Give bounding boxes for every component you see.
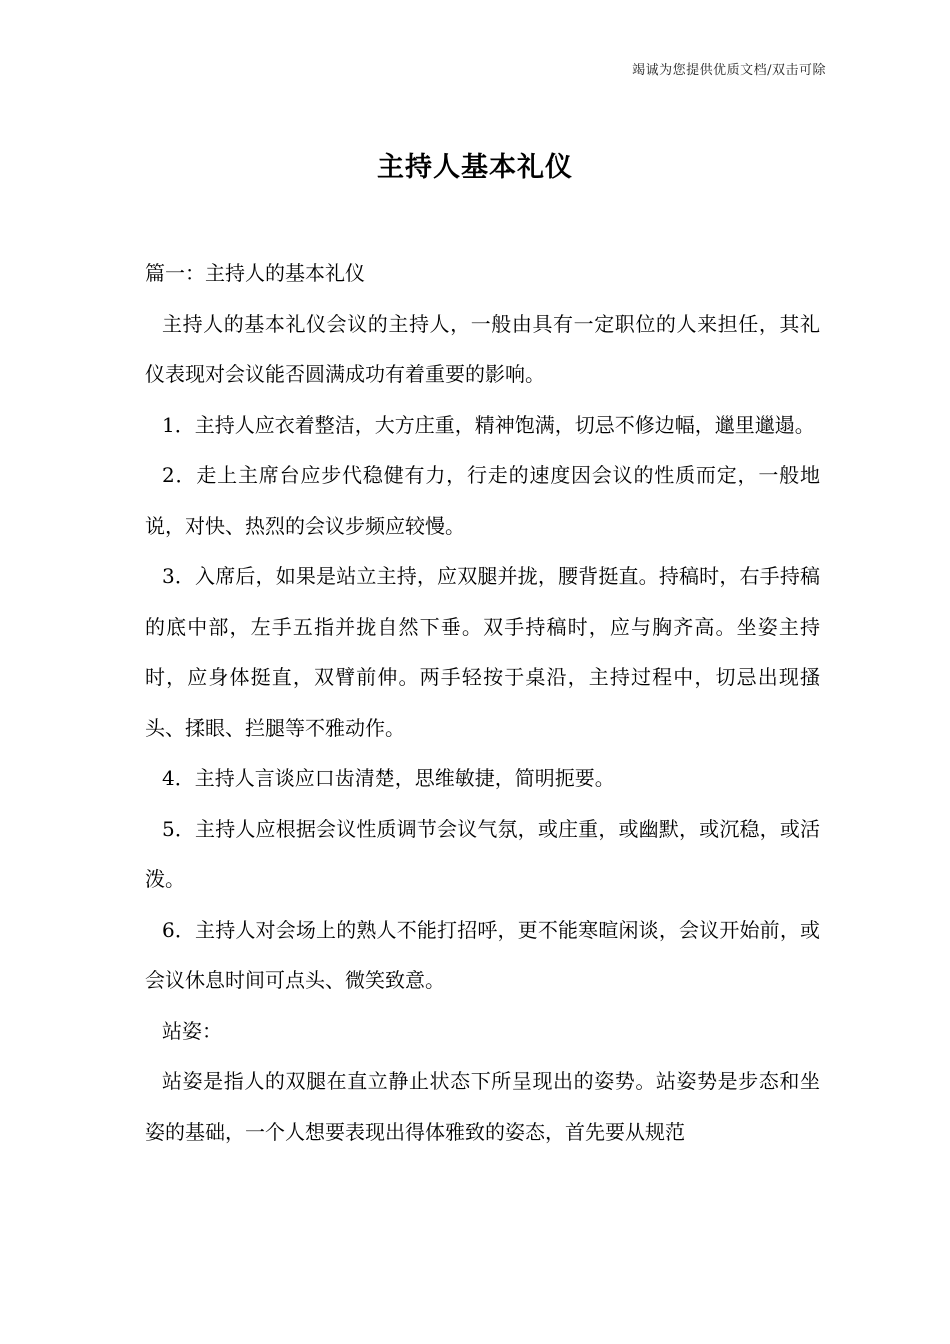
document-title: 主持人基本礼仪 (377, 152, 573, 183)
document-body (145, 248, 820, 1157)
header-note: 竭诚为您提供优质文档/双击可除 (632, 63, 826, 78)
paragraph-item-3: 3．入席后，如果是站立主持，应双腿并拢，腰背挺直。持稿时，右手持稿的底中部，左手五指并拢自然下垂。双手持稿时，应与胸齐高。坐姿主持时，应身体挺直，双臂前伸。两手轻按于桌沿，主持过程中，切忌出现搔头、揉眼、拦腿等不雅动作。 (145, 564, 820, 740)
paragraph-subheading-standing: 站姿： (162, 1018, 222, 1043)
paragraph-item-5: 5．主持人应根据会议性质调节会议气氛，或庄重，或幽默，或沉稳，或活泼。 (145, 816, 820, 891)
paragraph-intro: 主持人的基本礼仪会议的主持人，一般由具有一定职位的人来担任，其礼仪表现对会议能否圆满成功有着重要的影响。 (145, 311, 820, 386)
paragraph-item-1: 1．主持人应衣着整洁，大方庄重，精神饱满，切忌不修边幅，邋里邋遢。 (162, 412, 815, 437)
paragraph-item-6: 6．主持人对会场上的熟人不能打招呼，更不能寒暄闲谈，会议开始前，或会议休息时间可点头、微笑致意。 (145, 917, 820, 992)
paragraph-section-heading: 篇一：主持人的基本礼仪 (145, 261, 365, 285)
paragraph-item-2: 2．走上主席台应步代稳健有力，行走的速度因会议的性质而定，一般地说，对快、热烈的会议步频应较慢。 (145, 463, 820, 538)
paragraph-standing-description: 站姿是指人的双腿在直立静止状态下所呈现出的姿势。站姿势是步态和坐姿的基础，一个人想要表现出得体雅致的姿态，首先要从规范 (145, 1069, 820, 1144)
paragraph-item-4: 4．主持人言谈应口齿清楚，思维敏捷，简明扼要。 (162, 766, 615, 790)
